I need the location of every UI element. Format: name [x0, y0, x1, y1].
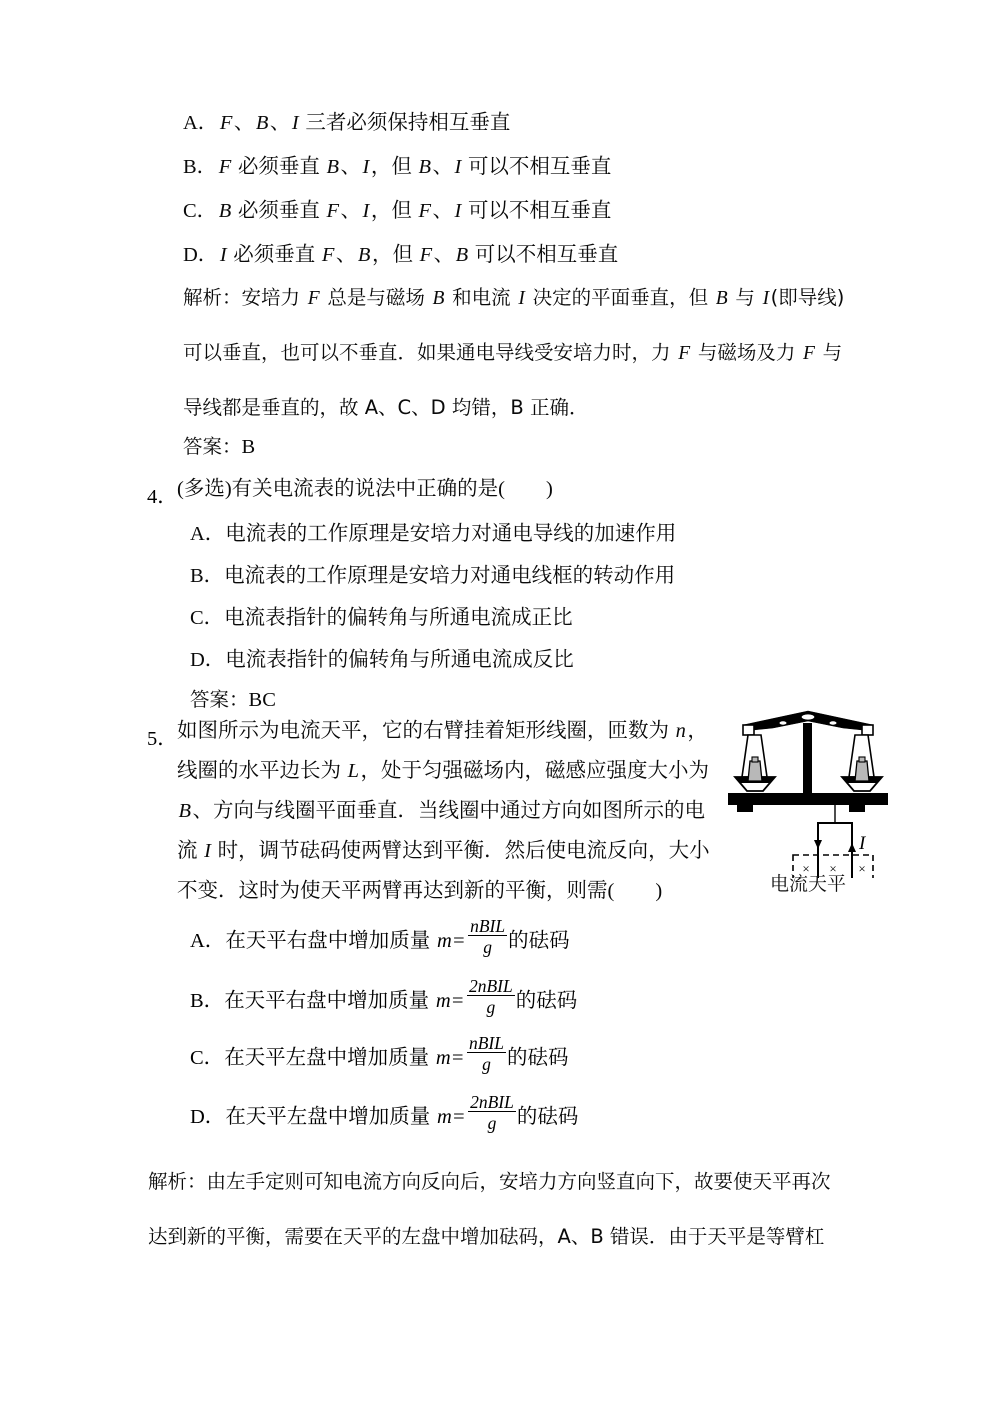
field-cross: ×	[829, 861, 837, 876]
math-variable: I	[291, 112, 299, 134]
q5-stem-line-1: 如图所示为电流天平，它的右臂挂着矩形线圈，匝数为 n，	[177, 720, 708, 742]
q5-option-a-suffix: 的砝码	[508, 930, 570, 953]
q3-option-c-label: C．	[183, 200, 218, 222]
q3-option-d	[183, 245, 618, 266]
figure-caption: 电流天平	[769, 873, 846, 895]
q3-explanation-line-2: 可以垂直，也可以不垂直．如果通电导线受安培力时，力 F 与磁场及力 F 与	[183, 341, 843, 364]
math-variable: F	[418, 200, 431, 222]
q3-option-b-label: B．	[183, 156, 218, 178]
q3-answer-label: 答案：	[183, 435, 242, 458]
q5-option-d-prefix: 在天平左盘中增加质量	[225, 1106, 436, 1129]
base-foot-right	[849, 805, 865, 812]
math-variable: F	[321, 244, 335, 266]
q5-option-c-fraction	[467, 1034, 506, 1075]
q3-explanation-line-3: 导线都是垂直的，故 A、C、D 均错，B 正确．	[183, 396, 589, 419]
left-weight-knob	[752, 757, 758, 762]
q5-number: 5．	[147, 728, 178, 750]
left-weight	[748, 761, 762, 781]
q4-option-a: A．电流表的工作原理是安培力对通电导线的加速作用	[190, 523, 677, 545]
q3-explanation-line-1: 解析：安培力 F 总是与磁场 B 和电流 I 决定的平面垂直，但 B 与 I(即导线)	[183, 286, 845, 309]
q5-stem-line-2: 线圈的水平边长为 L，处于匀强磁场内，磁感应强度大小为	[177, 760, 710, 782]
math-variable: I	[219, 244, 227, 266]
math-variable: L	[347, 760, 360, 782]
q5-option-b-suffix: 的砝码	[515, 990, 578, 1013]
math-variable: B	[357, 244, 371, 266]
math-variable: I	[518, 288, 525, 309]
q5-option-a-fraction	[468, 917, 507, 958]
coil-current-arrow-down	[814, 840, 822, 849]
q5-option-a-label: A．	[190, 930, 226, 953]
q5-option-b-prefix: 在天平右盘中增加质量	[224, 990, 435, 1013]
math-variable: B	[178, 800, 192, 822]
math-variable: B	[715, 288, 728, 309]
q5-option-a-prefix: 在天平右盘中增加质量	[225, 930, 436, 953]
current-label: I	[859, 833, 866, 854]
q5-option-d	[190, 1091, 579, 1139]
field-cross: ×	[858, 861, 866, 876]
beam-pivot	[801, 714, 815, 720]
q5-option-c	[190, 1032, 569, 1080]
math-variable: F	[218, 156, 232, 178]
math-variable: B	[455, 244, 469, 266]
left-hanger-loop	[743, 725, 754, 735]
math-variable: F	[678, 343, 691, 364]
q5-option-d-fraction	[468, 1093, 516, 1134]
q4-answer	[190, 690, 276, 711]
q5-option-b-fraction	[467, 977, 515, 1018]
right-weight	[855, 761, 869, 781]
q5-option-c-numerator: nBIL	[468, 1032, 504, 1053]
q5-option-c-label: C．	[190, 1047, 225, 1070]
math-variable: F	[803, 343, 815, 364]
q5-option-d-numerator: 2nBIL	[470, 1091, 514, 1112]
q3-option-b	[183, 157, 611, 178]
balance-post	[803, 723, 812, 801]
q5-option-c-suffix: 的砝码	[506, 1047, 569, 1070]
base-foot-left	[737, 805, 753, 812]
right-weight-knob	[859, 757, 865, 762]
q3-answer-value: B	[241, 436, 256, 458]
q3-option-d-text: I 必须垂直 F、B，但 F、B 可以不相互垂直	[219, 244, 619, 266]
q5-option-c-prefix: 在天平左盘中增加质量	[224, 1047, 435, 1070]
q3-option-a-text: F、B、I 三者必须保持相互垂直	[219, 112, 511, 134]
math-variable: I	[204, 840, 211, 862]
math-variable: B	[418, 156, 431, 178]
q4-answer-value: BC	[248, 689, 276, 711]
math-variable: n	[675, 720, 686, 742]
q5-stem-line-4: 流 I 时，调节砝码使两臂达到平衡．然后使电流反向，大小	[177, 840, 710, 862]
q5-stem-line-3: B、方向与线圈平面垂直．当线圈中通过方向如图所示的电	[178, 800, 706, 822]
math-variable: I	[362, 156, 370, 178]
q5-option-d-eq: m=	[436, 1106, 466, 1129]
q4-option-d: D．电流表指针的偏转角与所通电流成反比	[190, 649, 574, 671]
q5-option-b-eq: m=	[435, 990, 465, 1013]
q5-option-b-denominator: g	[486, 997, 496, 1018]
q5-option-d-suffix: 的砝码	[516, 1106, 579, 1129]
q5-option-c-denominator: g	[482, 1054, 491, 1075]
q5-option-a	[190, 915, 570, 963]
field-cross: ×	[802, 861, 810, 876]
math-variable: F	[419, 244, 433, 266]
math-variable: I	[454, 200, 462, 222]
coil-current-arrow-up	[848, 843, 856, 852]
beam-hole-left	[779, 721, 787, 725]
q5-option-a-numerator: nBIL	[470, 915, 506, 936]
q5-option-b-numerator: 2nBIL	[468, 975, 513, 996]
math-variable: F	[307, 288, 320, 309]
q5-option-a-eq: m=	[436, 930, 466, 953]
q3-option-a-label: A．	[183, 112, 219, 134]
q5-option-b-label: B．	[190, 990, 225, 1013]
math-variable: F	[219, 112, 233, 134]
math-variable: I	[762, 288, 770, 309]
q3-option-c	[183, 201, 611, 222]
q4-option-b: B．电流表的工作原理是安培力对通电线框的转动作用	[190, 565, 676, 587]
q3-option-d-label: D．	[183, 244, 219, 266]
q3-option-b-text: F 必须垂直 B、I，但 B、I 可以不相互垂直	[218, 156, 612, 178]
balance-base-bar	[728, 793, 888, 805]
math-variable: B	[255, 112, 269, 134]
math-variable: B	[326, 156, 339, 178]
q5-option-a-denominator: g	[483, 937, 492, 958]
q5-explanation-line-1: 解析：由左手定则可知电流方向反向后，安培力方向竖直向下，故要使天平再次	[148, 1170, 831, 1193]
beam-hole-right	[829, 721, 837, 725]
math-variable: B	[432, 288, 445, 309]
math-variable: F	[326, 200, 339, 222]
q5-explanation-line-2: 达到新的平衡，需要在天平的左盘中增加砝码，A、B 错误．由于天平是等臂杠	[148, 1225, 825, 1248]
q4-option-c: C．电流表指针的偏转角与所通电流成正比	[190, 607, 573, 629]
q4-number: 4．	[147, 486, 178, 508]
current-balance-svg	[723, 703, 893, 878]
right-hanger-loop	[862, 725, 873, 735]
q3-option-c-text: B 必须垂直 F、I，但 F、I 可以不相互垂直	[218, 200, 612, 222]
q5-option-b	[190, 975, 578, 1023]
q5-option-d-denominator: g	[487, 1113, 497, 1134]
q5-option-d-label: D．	[190, 1106, 226, 1129]
q5-option-c-eq: m=	[435, 1047, 465, 1070]
math-variable: I	[454, 156, 462, 178]
q3-answer	[183, 437, 255, 458]
math-variable: I	[362, 200, 370, 222]
q3-option-a	[183, 113, 510, 134]
math-variable: B	[218, 200, 232, 222]
q4-stem: (多选)有关电流表的说法中正确的是( )	[177, 478, 553, 500]
q4-answer-label: 答案：	[190, 688, 249, 711]
q5-stem-line-5: 不变．这时为使天平两臂再达到新的平衡，则需( )	[177, 880, 663, 902]
